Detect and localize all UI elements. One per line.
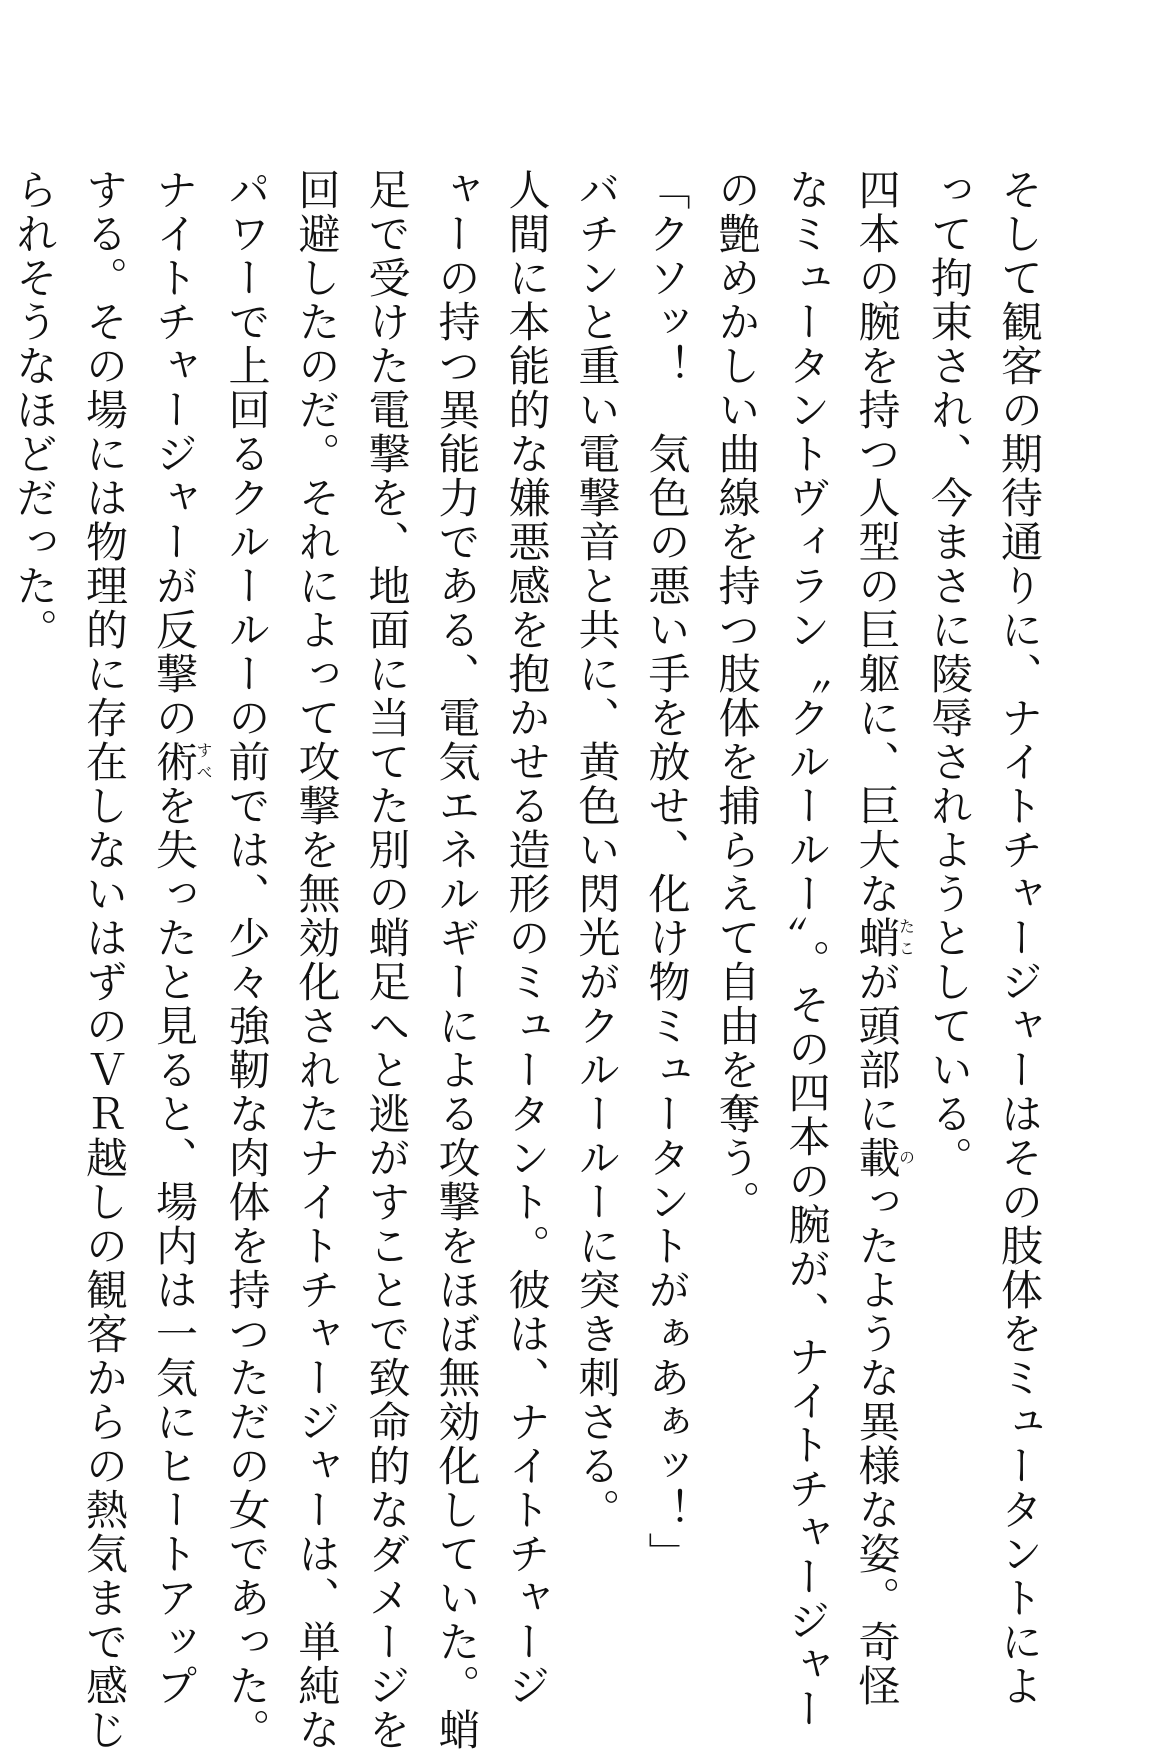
text-line-5: の艶めかしい曲線を持つ肢体を捕らえて自由を奪う。 [712,168,762,1224]
text-line-14: する。その場には物理的に存在しないはずのＶＲ越しの観客からの熱気まで感じ [80,168,129,1752]
ruby-no [852,1136,916,1180]
text-line-3-mid: が頭部に [852,960,902,1136]
ruby-tako-base: 蛸 [852,916,902,960]
ruby-sube-reading: すべ [194,740,213,784]
text-line-9: ャーの持つ異能力である、電気エネルギーによる攻撃をほぼ無効化していた。蛸 [432,168,482,1752]
ruby-no-base: 載 [852,1136,902,1180]
ruby-tako-reading: たこ [896,916,916,960]
text-line-10: 足で受けた電撃を、地面に当てた別の蛸足へと逃がすことで致命的なダメージを [362,168,412,1752]
text-line-8: 人間に本能的な嫌悪感を抱かせる造形のミュータント。彼は、ナイトチャージ [502,168,552,1708]
text-line-2: って拘束され、今まさに陵辱されようとしている。 [925,168,974,1180]
ruby-sube-base: 術 [150,740,199,784]
text-line-13-pre: ナイトチャージャーが反撃の [150,168,199,740]
text-line-12: パワーで上回るクルールーの前では、少々強靭な肉体を持つただの女であった。 [222,168,272,1752]
text-line-1: そして観客の期待通りに、ナイトチャージャーはその肢体をミュータントによ [995,168,1044,1708]
text-line-3-post: ったような異様な姿。奇怪 [852,1180,902,1708]
text-line-13-post: を失ったと見ると、場内は一気にヒートアップ [150,784,199,1708]
ruby-no-reading: の [896,1136,916,1180]
ruby-sube [150,740,213,784]
text-line-6: 「クソッ！ 気色の悪い手を放せ、化け物ミュータントがぁあぁッ！」 [642,168,692,1576]
text-line-15: られそうなほどだった。 [10,168,59,652]
text-line-7: バチンと重い電撃音と共に、黄色い閃光がクルールーに突き刺さる。 [572,168,622,1532]
vertical-text-body [0,168,1054,1752]
text-line-3 [842,168,916,1708]
text-line-13 [139,168,213,1708]
text-line-4: なミュータントヴィラン〝クルールー〟。その四本の腕が、ナイトチャージャー [782,168,832,1731]
text-line-3-pre: 四本の腕を持つ人型の巨躯に、巨大な [852,168,902,916]
text-line-11: 回避したのだ。それによって攻撃を無効化されたナイトチャージャーは、単純な [292,168,342,1752]
ruby-tako [852,916,916,960]
